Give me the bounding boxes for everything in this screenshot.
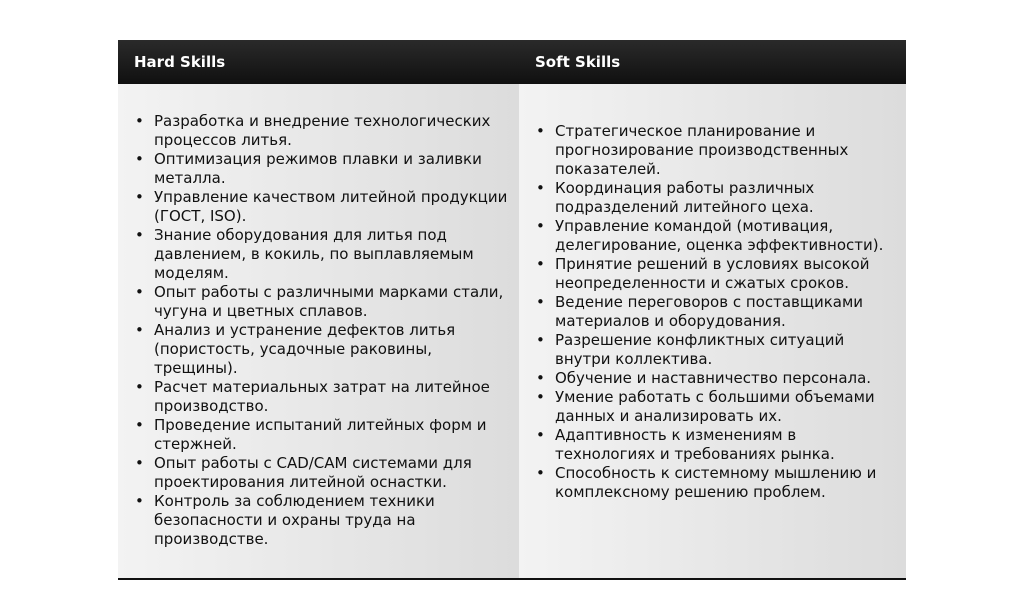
hard-skill-item: • Оптимизация режимов плавки и заливки металла. [154, 150, 511, 188]
hard-skill-item: • Разработка и внедрение технологических процессов литья. [154, 112, 511, 150]
soft-skill-item: • Обучение и наставничество персонала. [555, 369, 898, 388]
hard-skill-item: • Контроль за соблюдением техники безопасности и охраны труда на производстве. [154, 492, 511, 549]
soft-skill-item: • Разрешение конфликтных ситуаций внутри коллектива. [555, 331, 898, 369]
soft-skill-item: • Адаптивность к изменениям в технологиях и требованиях рынка. [555, 426, 898, 464]
hard-skills-heading: Hard Skills [134, 53, 226, 71]
table-header [118, 40, 906, 84]
soft-skills-list [535, 122, 898, 502]
hard-skill-item: • Управление качеством литейной продукции (ГОСТ, ISO). [154, 188, 511, 226]
soft-skill-item: • Управление командой (мотивация, делегирование, оценка эффективности). [555, 217, 898, 255]
soft-skill-item: • Принятие решений в условиях высокой неопределенности и сжатых сроков. [555, 255, 898, 293]
hard-skills-list [134, 112, 511, 549]
hard-skill-item: • Опыт работы с различными марками стали, чугуна и цветных сплавов. [154, 283, 511, 321]
hard-skill-item: • Расчет материальных затрат на литейное производство. [154, 378, 511, 416]
soft-skill-item: • Способность к системному мышлению и комплексному решению проблем. [555, 464, 898, 502]
soft-skills-heading: Soft Skills [535, 53, 621, 71]
hard-skill-item: • Опыт работы с CAD/CAM системами для проектирования литейной оснастки. [154, 454, 511, 492]
soft-skill-item: • Стратегическое планирование и прогнозирование производственных показателей. [555, 122, 898, 179]
hard-skills-column [118, 84, 519, 578]
hard-skill-item: • Анализ и устранение дефектов литья (пористость, усадочные раковины, трещины). [154, 321, 511, 378]
soft-skills-column [519, 84, 906, 578]
soft-skill-item: • Ведение переговоров с поставщиками материалов и оборудования. [555, 293, 898, 331]
skills-table [118, 40, 906, 580]
hard-skill-item: • Знание оборудования для литья под давлением, в кокиль, по выплавляемым моделям. [154, 226, 511, 283]
soft-skill-item: • Координация работы различных подразделений литейного цеха. [555, 179, 898, 217]
soft-skill-item: • Умение работать с большими объемами данных и анализировать их. [555, 388, 898, 426]
table-body [118, 84, 906, 580]
hard-skill-item: • Проведение испытаний литейных форм и стержней. [154, 416, 511, 454]
